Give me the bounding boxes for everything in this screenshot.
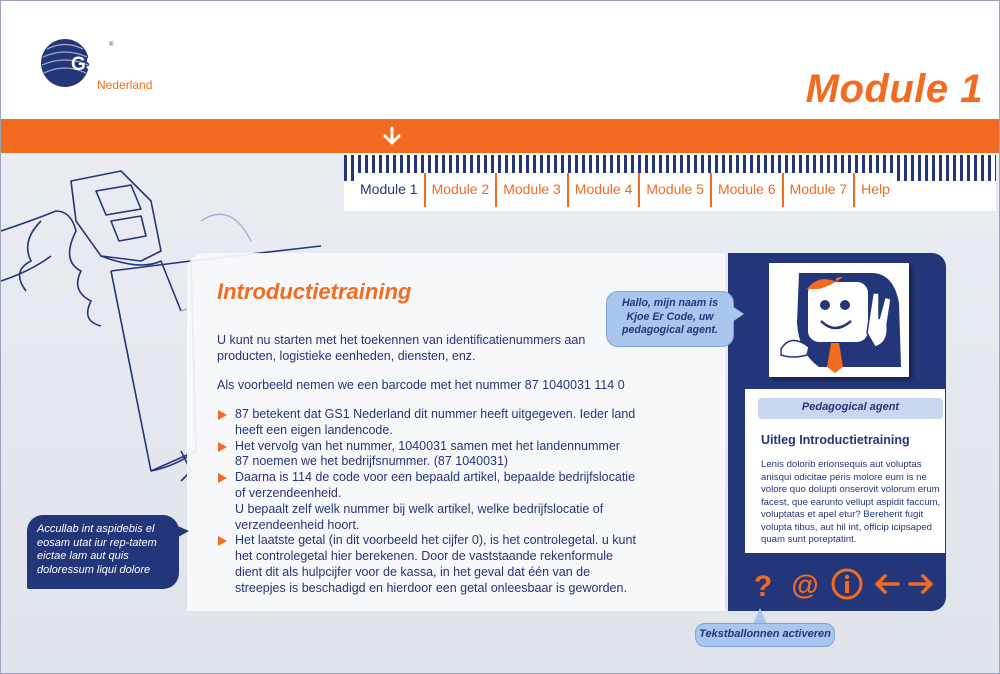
bullet-arrow-icon <box>218 410 227 420</box>
bullet-arrow-icon <box>218 442 227 452</box>
nav-item-module-6[interactable]: Module 6 <box>712 173 784 207</box>
list-item <box>217 439 637 471</box>
orange-banner <box>1 119 1000 153</box>
agent-illustration <box>769 263 909 377</box>
svg-text:®: ® <box>109 42 114 48</box>
question-icon[interactable] <box>746 567 780 601</box>
agent-body-text: Lenis dolorib erionsequis aut voluptas anisqui odicitae peris molore eum is ne volore quo dolupti onserovit volorum erum facest, que earunto vellupt aspidit faccum, voluptatas et apel etur? Berehent fugit volupta tibus, aut hil int, officip icipsaped quam sunt poreptatint. <box>761 459 941 545</box>
bullet-text: Daarna is 114 de code voor een bepaald artikel, bepaalde bedrijfslocatie of verzendeenheid. <box>235 470 636 500</box>
intro-paragraph: U kunt nu starten met het toekennen van identificatienummers aan producten, logistieke eenheden, diensten, enz. <box>217 333 586 363</box>
bullet-arrow-icon <box>218 473 227 483</box>
nav-item-module-5[interactable]: Module 5 <box>640 173 712 207</box>
agent-label: Pedagogical agent <box>758 398 943 419</box>
agent-character-icon <box>769 263 909 377</box>
agent-heading: Uitleg Introductietraining <box>761 433 910 447</box>
left-bubble-tail <box>171 521 191 543</box>
svg-text:@: @ <box>791 569 819 600</box>
nav-item-help[interactable]: Help <box>855 173 896 207</box>
page-title: Introductietraining <box>217 279 412 304</box>
arrow-down-icon <box>381 125 403 147</box>
nav-item-module-3[interactable]: Module 3 <box>497 173 569 207</box>
logo-mark-text: GS1 <box>71 54 110 75</box>
bullet-text: Het laatste getal (in dit voorbeeld het cijfer 0), is het controlegetal. u kunt het controlegetal hier berekenen. Door de vaststaande rekenformule dient dit als hulpcijfer voor de kassa, in het geval dat één van de streepjes is beschadigd en hierdoor een getal onleesbaar is geworden. <box>235 533 636 595</box>
nav-item-module-2[interactable]: Module 2 <box>426 173 498 207</box>
example-paragraph: Als voorbeeld nemen we een barcode met het nummer 87 1040031 114 0 <box>217 378 625 392</box>
list-item <box>217 470 637 502</box>
module-navigation <box>344 153 996 211</box>
nav-item-module-4[interactable]: Module 4 <box>569 173 641 207</box>
bullet-extra-text: U bepaalt zelf welk nummer bij welk artikel, welke bedrijfslocatie of verzendeenheid hoort. <box>235 501 604 532</box>
agent-bubble-tail <box>732 306 744 322</box>
nav-item-module-7[interactable]: Module 7 <box>784 173 856 207</box>
info-icon[interactable] <box>830 567 864 601</box>
bullet-text: Het vervolg van het nummer, 1040031 samen met het landennummer 87 noemen we het bedrijfsnummer. (87 1040031) <box>235 438 620 469</box>
arrow-right-icon[interactable] <box>904 567 938 601</box>
agent-toolbar <box>746 567 941 603</box>
bullet-arrow-icon <box>218 536 227 546</box>
at-icon[interactable] <box>788 567 822 601</box>
list-item <box>217 407 637 439</box>
tekstballonnen-tooltip[interactable]: Tekstballonnen activeren <box>695 623 835 647</box>
nav-item-module-1[interactable]: Module 1 <box>354 173 426 207</box>
agent-speech-bubble: Hallo, mijn naam is Kjoe Er Code, uw pedagogical agent. <box>606 291 734 347</box>
tooltip-tail <box>753 608 767 624</box>
left-speech-bubble: Accullab int aspidebis el eosam utat iur rep-tatem eictae lam aut quis doloressum liqui dolore <box>27 515 179 589</box>
bullet-list <box>217 407 637 597</box>
arrow-left-icon[interactable] <box>870 567 904 601</box>
module-title: Module 1 <box>805 67 983 111</box>
list-item <box>217 533 637 596</box>
bullet-text: 87 betekent dat GS1 Nederland dit nummer heeft uitgegeven. Ieder land heeft een eigen landencode. <box>235 407 636 437</box>
logo-subtitle: Nederland <box>97 78 153 92</box>
svg-text:?: ? <box>753 570 773 601</box>
